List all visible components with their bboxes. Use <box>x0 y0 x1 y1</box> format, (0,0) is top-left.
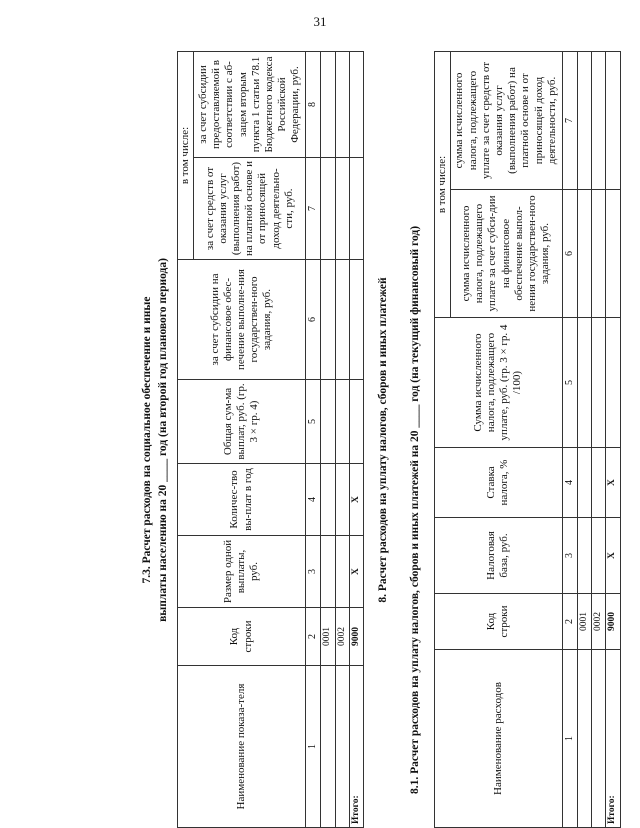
colnum: 3 <box>306 536 321 608</box>
colnum: 7 <box>562 52 577 190</box>
colnum: 6 <box>306 260 321 380</box>
cell <box>335 380 349 464</box>
table-taxes <box>434 51 621 828</box>
cell <box>335 158 349 260</box>
header-size: Размер одной выплаты, руб. <box>178 536 306 608</box>
cell <box>577 190 591 318</box>
cell: X <box>606 448 620 518</box>
cell <box>321 464 335 536</box>
cell <box>335 536 349 608</box>
cell <box>592 448 606 518</box>
header-total: Общая сум-ма выплат, руб. (гр. 3 × гр. 4) <box>178 380 306 464</box>
cell <box>592 318 606 448</box>
rotated-landscape-page <box>140 52 618 828</box>
header-tax-sum: Сумма исчисленного налога, подлежащего уплате, руб. (гр. 3 × гр. 4 /100) <box>434 318 562 448</box>
cell-name <box>577 650 591 828</box>
header-subsidy: за счет субсидии на финансовое обес-печение выполне-ния государствен-ного задания, руб. <box>178 260 306 380</box>
cell-name: Итого: <box>606 650 620 828</box>
header-code: Код строки <box>434 594 562 650</box>
table-social-payments <box>177 51 364 828</box>
cell <box>577 52 591 190</box>
cell <box>321 52 335 158</box>
colnum: 5 <box>562 318 577 448</box>
header-including: в том числе: <box>434 52 450 318</box>
section-7-3-title: 7.3. Расчет расходов на социальное обеспечение и иные выплаты населению на 20 ____ год (на второй год планового периода) <box>141 258 169 622</box>
colnum: 1 <box>306 666 321 828</box>
colnum: 4 <box>306 464 321 536</box>
cell <box>606 190 620 318</box>
table-row <box>321 52 335 828</box>
cell-code: 0001 <box>577 594 591 650</box>
colnum: 4 <box>562 448 577 518</box>
colnum: 3 <box>562 518 577 594</box>
cell <box>321 536 335 608</box>
section-8-title: 8. Расчет расходов на уплату налогов, сборов и иных платежей <box>377 277 389 603</box>
cell <box>335 260 349 380</box>
cell-name <box>321 666 335 828</box>
cell-code: 9000 <box>606 594 620 650</box>
cell <box>592 52 606 190</box>
cell <box>592 190 606 318</box>
cell <box>335 52 349 158</box>
header-count: Количес-тво вы-плат в год <box>178 464 306 536</box>
cell <box>321 158 335 260</box>
cell <box>577 448 591 518</box>
cell <box>335 464 349 536</box>
cell-code: 9000 <box>350 608 364 666</box>
cell-name: Итого: <box>350 666 364 828</box>
header-tax-base: Налоговая база, руб. <box>434 518 562 594</box>
header-code: Код строки <box>178 608 306 666</box>
header-subsidy: сумма исчисленного налога, подлежащего уплате за счет субси-дии на финансовое обеспечение выпол-нения государствен-ного задания, руб. <box>450 190 562 318</box>
table-row <box>592 52 606 828</box>
colnum: 8 <box>306 52 321 158</box>
cell-code: 0002 <box>592 594 606 650</box>
cell: X <box>606 518 620 594</box>
cell-code: 0002 <box>335 608 349 666</box>
header-other-subsidy: за счет субсидии предоставляемой в соответствии с аб-зацем вторым пункта 1 статьи 78.1 Бюджетного кодекса Российской Федерации, руб. <box>194 52 306 158</box>
table-row <box>577 52 591 828</box>
table-row-total <box>606 52 620 828</box>
header-including: в том числе: <box>178 52 194 260</box>
cell <box>606 318 620 448</box>
colnum: 2 <box>562 594 577 650</box>
cell-name <box>335 666 349 828</box>
cell <box>577 518 591 594</box>
cell <box>577 318 591 448</box>
cell-code: 0001 <box>321 608 335 666</box>
cell <box>350 260 364 380</box>
cell-name <box>592 650 606 828</box>
cell: X <box>350 536 364 608</box>
header-name: Наименование расходов <box>434 650 562 828</box>
colnum: 2 <box>306 608 321 666</box>
table-row-total <box>350 52 364 828</box>
header-tax-rate: Ставка налога, % <box>434 448 562 518</box>
header-paid-services: сумма исчисленного налога, подлежащего уплате за счет средств от оказания услуг (выполнения работ) на платной основе и от приносящей доход деятельности, руб. <box>450 52 562 190</box>
cell <box>350 380 364 464</box>
colnum: 5 <box>306 380 321 464</box>
colnum: 6 <box>562 190 577 318</box>
table-row <box>335 52 349 828</box>
page-number: 31 <box>313 14 327 29</box>
cell <box>350 52 364 158</box>
header-name: Наименование показа-теля <box>178 666 306 828</box>
cell <box>592 518 606 594</box>
header-paid-services: за счет средств от оказания услуг (выполнения работ) на платной основе и от приносящей доход деятельно-сти, руб. <box>194 158 306 260</box>
cell <box>321 260 335 380</box>
cell <box>606 52 620 190</box>
colnum: 1 <box>562 650 577 828</box>
colnum: 7 <box>306 158 321 260</box>
cell: X <box>350 464 364 536</box>
cell <box>321 380 335 464</box>
cell <box>350 158 364 260</box>
section-8-1-title: 8.1. Расчет расходов на уплату налогов, сборов и иных платежей на 20 ____ год (на текущий финансовый год) <box>409 225 421 794</box>
